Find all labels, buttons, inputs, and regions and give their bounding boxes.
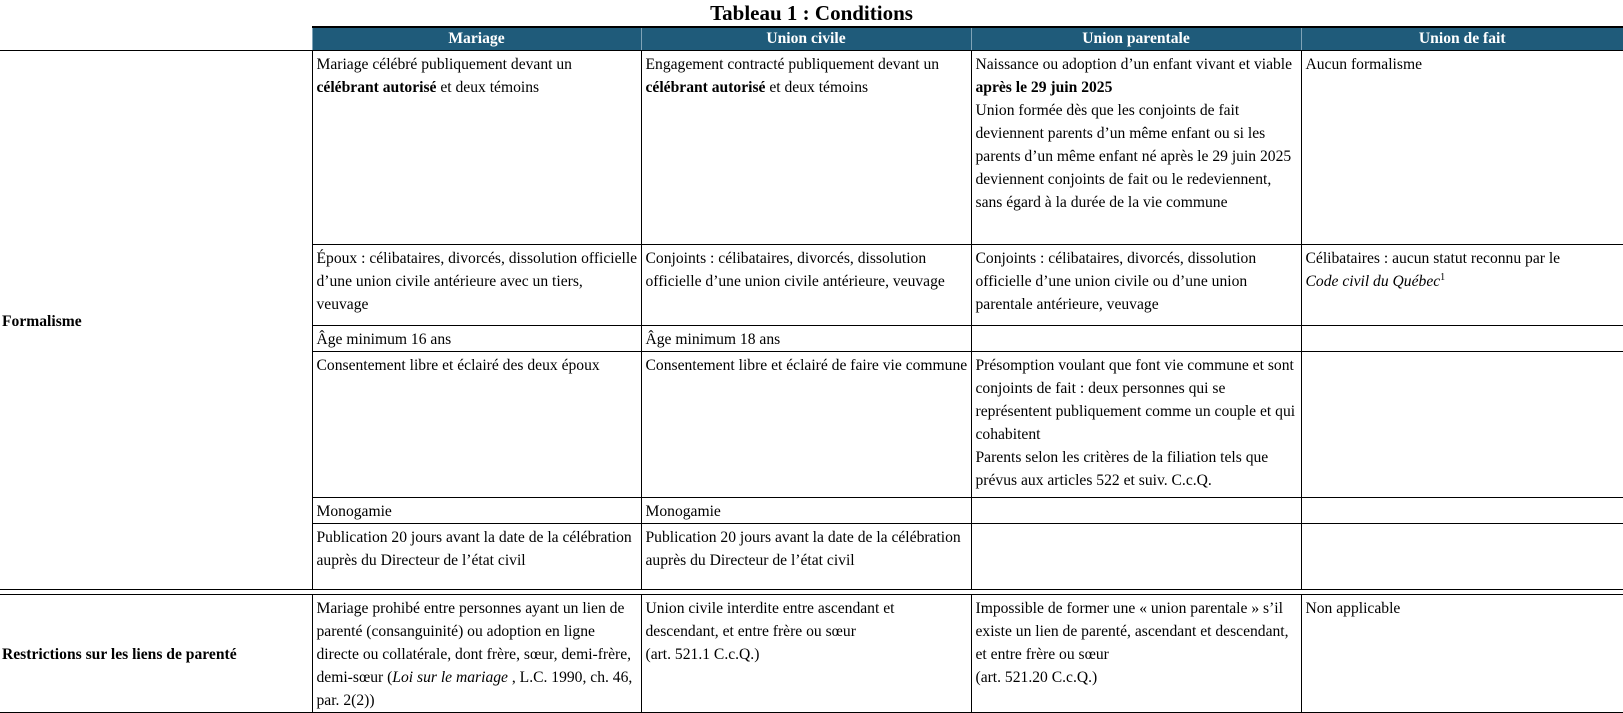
cell-union-de-fait	[1301, 326, 1623, 352]
cell-mariage: Mariage célébré publiquement devant un célébrant autorisé et deux témoins	[312, 51, 641, 245]
header-union-civile: Union civile	[641, 27, 971, 51]
cell-union-civile: Engagement contracté publiquement devant un célébrant autorisé et deux témoins	[641, 51, 971, 245]
cell-union-de-fait: Aucun formalisme	[1301, 51, 1623, 245]
table-row	[0, 595, 1623, 713]
cell-union-parentale: Naissance ou adoption d’un enfant vivant et viable après le 29 juin 2025 Union formée dès que les conjoints de fait deviennent parents d’un même enfant ou si les parents d’un même enfant né après le 29 juin 2025 deviennent conjoints de fait ou le redeviennent, sans égard à la durée de la vie commune	[971, 51, 1301, 245]
cell-union-civile: Monogamie	[641, 498, 971, 524]
cell-mariage: Publication 20 jours avant la date de la célébration auprès du Directeur de l’état civil	[312, 524, 641, 590]
table-row	[0, 51, 1623, 245]
cell-union-de-fait: Célibataires : aucun statut reconnu par le Code civil du Québec$^1$	[1301, 245, 1623, 326]
header-mariage: Mariage	[312, 27, 641, 51]
cell-mariage: Mariage prohibé entre personnes ayant un lien de parenté (consanguinité) ou adoption en ligne directe ou collatérale, dont frère, sœur, demi-frère, demi-sœur (Loi sur le mariage , L.C. 1990, ch. 46, par. 2(2))	[312, 595, 641, 713]
cell-mariage: Consentement libre et éclairé des deux époux	[312, 352, 641, 498]
cell-union-de-fait: Non applicable	[1301, 595, 1623, 713]
cell-mariage: Âge minimum 16 ans	[312, 326, 641, 352]
cell-union-civile: Consentement libre et éclairé de faire vie commune	[641, 352, 971, 498]
cell-union-parentale	[971, 498, 1301, 524]
cell-union-civile: Âge minimum 18 ans	[641, 326, 971, 352]
table-title: Tableau 1 : Conditions	[710, 1, 913, 25]
section-restrictions: Restrictions sur les liens de parenté	[0, 595, 312, 713]
footnote-marker: 1	[1440, 272, 1446, 283]
cell-union-de-fait	[1301, 352, 1623, 498]
cell-union-civile: Publication 20 jours avant la date de la célébration auprès du Directeur de l’état civil	[641, 524, 971, 590]
conditions-table	[0, 26, 1623, 713]
cell-union-parentale: Conjoints : célibataires, divorcés, dissolution officielle d’une union civile ou d’une union parentale antérieure, veuvage	[971, 245, 1301, 326]
cell-mariage: Époux : célibataires, divorcés, dissolution officielle d’une union civile antérieure avec un tiers, veuvage	[312, 245, 641, 326]
header-blank	[0, 27, 312, 51]
cell-union-de-fait	[1301, 524, 1623, 590]
cell-union-parentale	[971, 524, 1301, 590]
cell-union-parentale	[971, 326, 1301, 352]
section-formalisme: Formalisme	[0, 51, 312, 590]
cell-union-parentale: Présomption voulant que font vie commune et sont conjoints de fait : deux personnes qui se représentent publiquement comme un couple et qui cohabitent Parents selon les critères de la filiation tels que prévus aux articles 522 et suiv. C.c.Q.	[971, 352, 1301, 498]
header-union-de-fait: Union de fait	[1301, 27, 1623, 51]
header-union-parentale: Union parentale	[971, 27, 1301, 51]
cell-union-civile: Conjoints : célibataires, divorcés, dissolution officielle d’une union civile antérieure, veuvage	[641, 245, 971, 326]
cell-mariage: Monogamie	[312, 498, 641, 524]
header-row	[0, 27, 1623, 51]
cell-union-de-fait	[1301, 498, 1623, 524]
cell-union-civile: Union civile interdite entre ascendant et descendant, et entre frère ou sœur (art. 521.1 C.c.Q.)	[641, 595, 971, 713]
cell-union-parentale: Impossible de former une « union parentale » s’il existe un lien de parenté, ascendant et descendant, et entre frère ou sœur (art. 521.20 C.c.Q.)	[971, 595, 1301, 713]
